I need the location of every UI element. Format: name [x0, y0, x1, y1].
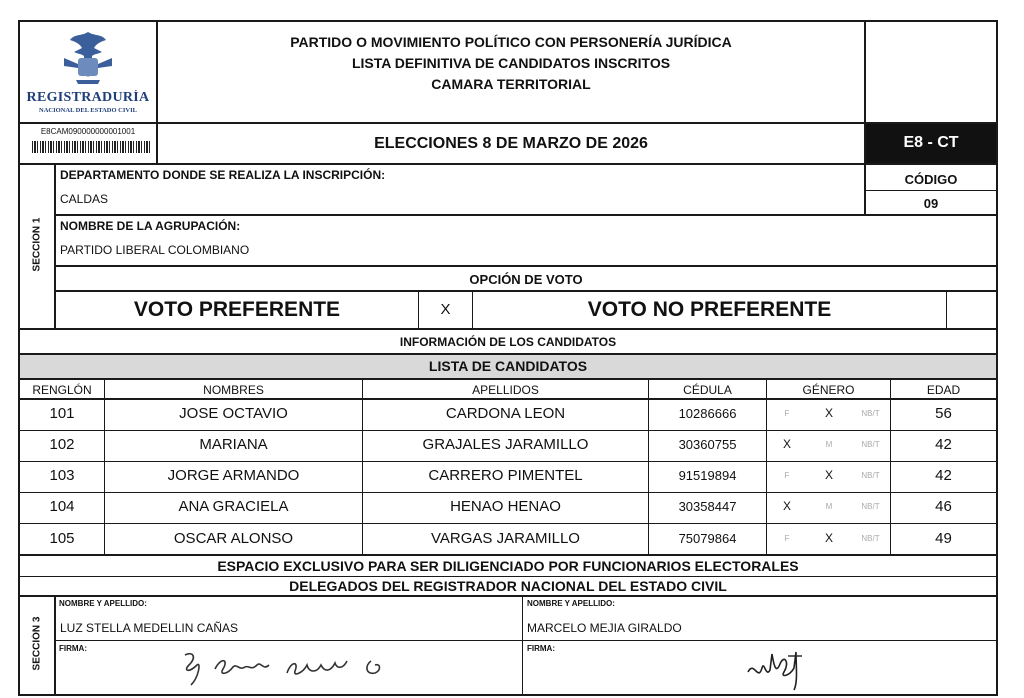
cell-apellidos: HENAO HENAO: [450, 498, 561, 515]
cell-nombres: JORGE ARMANDO: [167, 467, 300, 484]
delegados-label: DELEGADOS DEL REGISTRADOR NACIONAL DEL ESTADO CIVIL: [289, 578, 727, 594]
col-header-edad: EDAD: [926, 383, 961, 397]
delegado1-name: LUZ STELLA MEDELLIN CAÑAS: [60, 621, 239, 635]
col-header-apellidos: APELLIDOS: [472, 383, 539, 397]
cell-cedula: 30360755: [678, 437, 737, 452]
cell-nombres: OSCAR ALONSO: [173, 530, 294, 547]
agrupacion-value: PARTIDO LIBERAL COLOMBIANO: [60, 243, 250, 257]
cell-genero-f: X: [782, 437, 791, 451]
cell-cedula: 30358447: [678, 499, 737, 514]
exclusive-label: ESPACIO EXCLUSIVO PARA SER DILIGENCIADO POR FUNCIONARIOS ELECTORALES: [217, 558, 799, 574]
logo-subtext: NACIONAL DEL ESTADO CIVIL: [39, 107, 137, 114]
delegado2-firma-label: FIRMA:: [527, 644, 555, 653]
departamento-label: DEPARTAMENTO DONDE SE REALIZA LA INSCRIPCIÓN:: [60, 168, 386, 182]
cell-edad: 42: [935, 436, 952, 453]
cell-genero-m: X: [824, 468, 833, 482]
cell-renglon: 103: [49, 467, 75, 484]
logo-text: REGISTRADURÍA: [26, 90, 150, 105]
cell-edad: 46: [935, 498, 952, 515]
cell-genero-m: M: [825, 440, 833, 449]
cell-cedula: 91519894: [678, 468, 737, 483]
cell-nombres: JOSE OCTAVIO: [179, 405, 288, 422]
cell-genero-f: F: [784, 409, 790, 418]
lista-candidatos-label: LISTA DE CANDIDATOS: [428, 358, 588, 374]
col-header-nombres: NOMBRES: [203, 383, 264, 397]
cell-renglon: 105: [49, 530, 75, 547]
cell-renglon: 102: [49, 436, 75, 453]
coat-of-arms-icon: [24, 28, 152, 88]
cell-genero-nbt: NB/T: [861, 534, 880, 543]
cell-genero-nbt: NB/T: [861, 471, 880, 480]
delegado1-firma-label: FIRMA:: [59, 644, 87, 653]
voto-preferente-mark: X: [440, 301, 451, 318]
voto-no-preferente-label: VOTO NO PREFERENTE: [587, 298, 832, 321]
cell-edad: 56: [935, 405, 952, 422]
codigo-value: 09: [923, 196, 939, 211]
delegado2-name: MARCELO MEJIA GIRALDO: [527, 621, 682, 635]
form-code: E8 - CT: [903, 134, 959, 151]
election-title: ELECCIONES 8 DE MARZO DE 2026: [374, 135, 648, 152]
cell-renglon: 104: [49, 498, 75, 515]
barcode-code: E8CAM090000000001001: [40, 127, 136, 136]
delegado2-name-label: NOMBRE Y APELLIDO:: [527, 599, 615, 608]
opcion-voto-label: OPCIÓN DE VOTO: [469, 272, 583, 287]
cell-genero-nbt: NB/T: [861, 409, 880, 418]
col-header-genero: GÉNERO: [802, 383, 855, 397]
cell-edad: 49: [935, 530, 952, 547]
cell-genero-m: X: [824, 531, 833, 545]
cell-genero-m: M: [825, 502, 833, 511]
section1-label: SECCIÓN 1: [31, 217, 43, 272]
info-candidatos-label: INFORMACIÓN DE LOS CANDIDATOS: [399, 335, 617, 349]
cell-genero-f: X: [782, 499, 791, 513]
cell-cedula: 10286666: [678, 406, 737, 421]
signature-delegado2: [740, 642, 830, 692]
codigo-label: CÓDIGO: [904, 172, 958, 187]
cell-genero-nbt: NB/T: [861, 502, 880, 511]
header-title-line3: CAMARA TERRITORIAL: [431, 76, 591, 92]
cell-apellidos: VARGAS JARAMILLO: [431, 530, 580, 547]
delegado1-name-label: NOMBRE Y APELLIDO:: [59, 599, 147, 608]
departamento-value: CALDAS: [60, 192, 109, 206]
cell-nombres: ANA GRACIELA: [178, 498, 289, 515]
cell-genero-f: F: [784, 534, 790, 543]
cell-nombres: MARIANA: [199, 436, 268, 453]
section3-label: SECCIÓN 3: [31, 616, 43, 671]
registraduria-logo: [24, 28, 152, 120]
header-title-line2: LISTA DEFINITIVA DE CANDIDATOS INSCRITOS: [351, 55, 671, 71]
cell-genero-m: X: [824, 406, 833, 420]
agrupacion-label: NOMBRE DE LA AGRUPACIÓN:: [60, 219, 241, 233]
barcode: [32, 141, 150, 153]
cell-renglon: 101: [49, 405, 75, 422]
col-header-cedula: CÉDULA: [683, 383, 732, 397]
cell-apellidos: CARDONA LEON: [445, 405, 566, 422]
cell-apellidos: GRAJALES JARAMILLO: [422, 436, 589, 453]
cell-genero-f: F: [784, 471, 790, 480]
header-title-line1: PARTIDO O MOVIMIENTO POLÍTICO CON PERSONERÍA JURÍDICA: [290, 34, 732, 50]
voto-preferente-label: VOTO PREFERENTE: [133, 298, 341, 321]
signature-delegado1: [175, 643, 415, 689]
cell-cedula: 75079864: [678, 531, 737, 546]
cell-genero-nbt: NB/T: [861, 440, 880, 449]
col-header-renglon: RENGLÓN: [32, 383, 92, 397]
cell-edad: 42: [935, 467, 952, 484]
cell-apellidos: CARRERO PIMENTEL: [428, 467, 583, 484]
